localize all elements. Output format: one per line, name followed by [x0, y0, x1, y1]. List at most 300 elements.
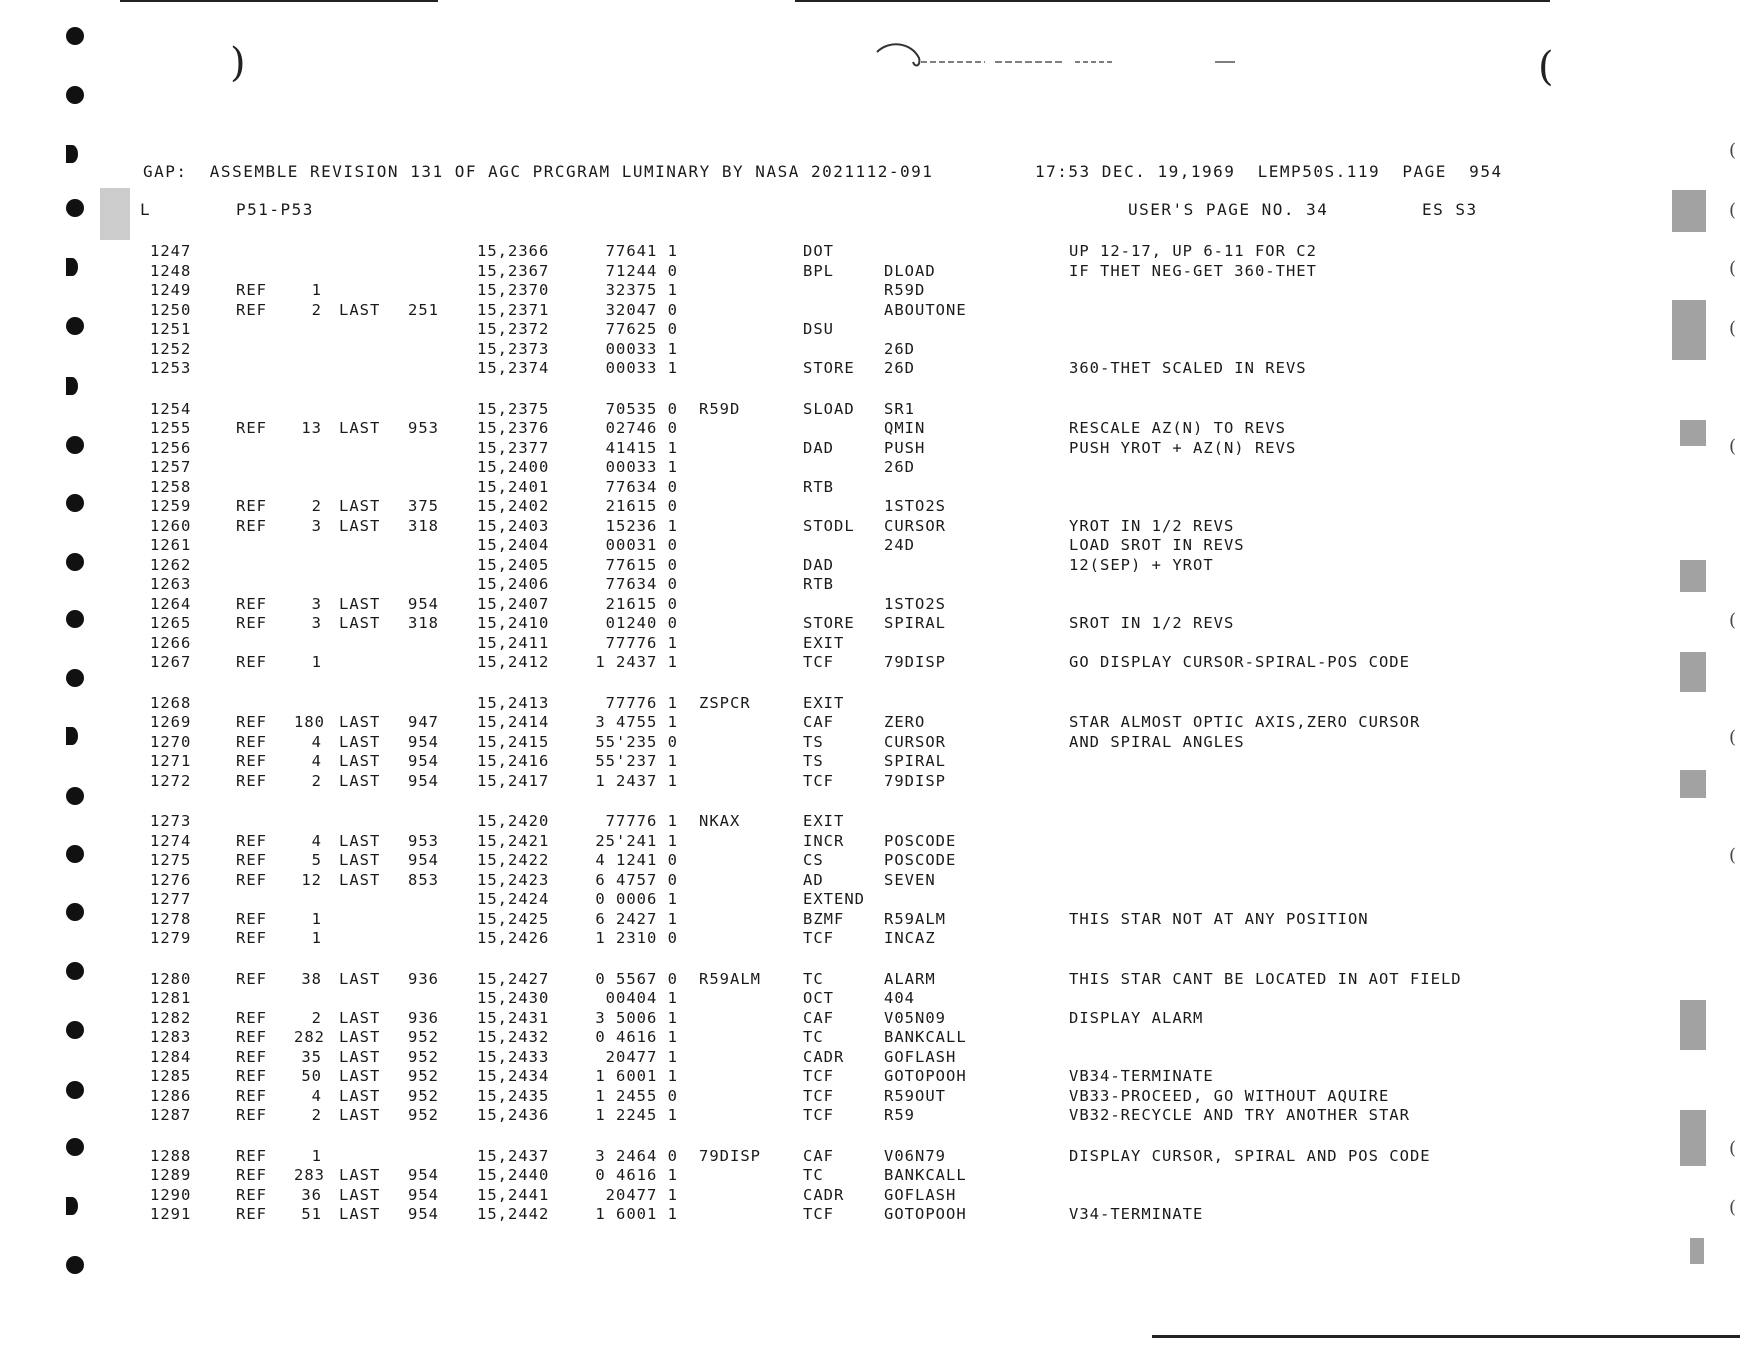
listing-row — [0, 497, 1740, 517]
line-number: 1269 — [150, 713, 192, 731]
operand: ALARM — [884, 969, 936, 988]
listing-row — [0, 634, 1740, 654]
opcode: EXTEND — [803, 890, 865, 908]
last-label: LAST — [339, 1185, 381, 1204]
ref-count: 4 — [311, 732, 322, 751]
line-number: 1263 — [150, 575, 192, 593]
operand: 26D — [884, 339, 915, 358]
address: 15,2424 — [477, 890, 550, 908]
header-title: GAP: ASSEMBLE REVISION 131 OF AGC PRCGRAM LUMINARY BY NASA 2021112-091 — [143, 162, 934, 181]
comment: VB32-RECYCLE AND TRY ANOTHER STAR — [1069, 1106, 1410, 1124]
comment: PUSH YROT + AZ(N) REVS — [1069, 438, 1297, 457]
ref-count: 2 — [311, 300, 322, 319]
octal-word: 21615 0 — [605, 594, 678, 613]
opcode: TCF — [803, 1086, 834, 1105]
last-page: 954 — [408, 1166, 439, 1184]
ref-label: REF — [236, 594, 267, 613]
octal-word: 6 4757 0 — [595, 870, 678, 889]
address: 15,2425 — [477, 909, 550, 928]
line-number: 1291 — [150, 1205, 192, 1223]
listing-row — [0, 733, 1740, 753]
last-page: 954 — [408, 752, 439, 770]
listing-row — [0, 752, 1740, 772]
last-page: 375 — [408, 497, 439, 515]
line-number: 1272 — [150, 771, 192, 790]
last-page: 952 — [408, 1086, 439, 1105]
address: 15,2377 — [477, 438, 550, 457]
ref-label: REF — [236, 1106, 267, 1124]
operand: 79DISP — [884, 771, 946, 790]
listing-row — [0, 851, 1740, 871]
listing-row — [0, 517, 1740, 537]
octal-word: 41415 1 — [605, 438, 678, 457]
stray-paren-mark: ( — [1538, 44, 1554, 90]
address: 15,2420 — [477, 812, 550, 830]
ref-label: REF — [236, 1185, 267, 1204]
address: 15,2374 — [477, 359, 550, 377]
address: 15,2416 — [477, 752, 550, 770]
section-title: P51-P53 — [236, 200, 314, 219]
comment: YROT IN 1/2 REVS — [1069, 516, 1235, 535]
operand: POSCODE — [884, 831, 957, 850]
operand: SPIRAL — [884, 752, 946, 770]
opcode: CAF — [803, 1008, 834, 1027]
octal-word: 6 2427 1 — [595, 909, 678, 928]
ref-label: REF — [236, 1028, 267, 1046]
listing-row — [0, 1166, 1740, 1186]
line-number: 1278 — [150, 909, 192, 928]
address: 15,2442 — [477, 1205, 550, 1223]
ref-label: REF — [236, 497, 267, 515]
last-page: 954 — [408, 1185, 439, 1204]
operand: SR1 — [884, 399, 915, 418]
listing-row — [0, 694, 1740, 714]
line-number: 1289 — [150, 1166, 192, 1184]
ref-count: 283 — [294, 1166, 325, 1184]
last-label: LAST — [339, 614, 381, 632]
line-number: 1249 — [150, 281, 192, 299]
line-number: 1273 — [150, 812, 192, 830]
opcode: INCR — [803, 831, 845, 850]
line-number: 1259 — [150, 497, 192, 515]
comment: UP 12-17, UP 6-11 FOR C2 — [1069, 242, 1317, 260]
top-rule-right — [795, 0, 1550, 2]
last-page: 318 — [408, 516, 439, 535]
last-page: 953 — [408, 419, 439, 437]
address: 15,2437 — [477, 1146, 550, 1165]
octal-word: 00033 1 — [605, 339, 678, 358]
line-number: 1287 — [150, 1106, 192, 1124]
octal-word: 00404 1 — [605, 989, 678, 1007]
last-label: LAST — [339, 1086, 381, 1105]
binder-hole-icon — [66, 86, 84, 104]
address: 15,2413 — [477, 693, 550, 712]
operand: QMIN — [884, 419, 926, 437]
listing-row — [0, 1028, 1740, 1048]
line-number: 1284 — [150, 1047, 192, 1066]
right-edge-mark: ( — [1728, 727, 1736, 748]
octal-word: 70535 0 — [605, 399, 678, 418]
ref-count: 4 — [311, 1086, 322, 1105]
ref-count: 35 — [301, 1047, 322, 1066]
ref-label: REF — [236, 1205, 267, 1223]
listing-row — [0, 614, 1740, 634]
ref-count: 3 — [311, 516, 322, 535]
ref-label: REF — [236, 851, 267, 869]
operand: 1STO2S — [884, 497, 946, 515]
octal-word: 32375 1 — [605, 281, 678, 299]
address: 15,2417 — [477, 771, 550, 790]
ref-count: 282 — [294, 1028, 325, 1046]
octal-word: 1 6001 1 — [595, 1067, 678, 1085]
listing-row — [0, 890, 1740, 910]
listing-row — [0, 359, 1740, 379]
line-number: 1261 — [150, 536, 192, 554]
opcode: STORE — [803, 359, 855, 377]
line-number: 1248 — [150, 261, 192, 280]
line-number: 1260 — [150, 516, 192, 535]
comment: IF THET NEG-GET 360-THET — [1069, 261, 1317, 280]
listing-row — [0, 595, 1740, 615]
listing-row — [0, 713, 1740, 733]
octal-word: 0 0006 1 — [595, 890, 678, 908]
opcode: BPL — [803, 261, 834, 280]
operand: GOTOPOOH — [884, 1205, 967, 1223]
line-number: 1250 — [150, 300, 192, 319]
opcode: DAD — [803, 555, 834, 574]
opcode: RTB — [803, 477, 834, 496]
octal-word: 1 2455 0 — [595, 1086, 678, 1105]
octal-word: 00031 0 — [605, 536, 678, 554]
operand: INCAZ — [884, 929, 936, 947]
octal-word: 15236 1 — [605, 516, 678, 535]
address: 15,2411 — [477, 633, 550, 652]
line-number: 1257 — [150, 458, 192, 476]
octal-word: 1 2437 1 — [595, 771, 678, 790]
line-number: 1251 — [150, 320, 192, 338]
listing-row — [0, 1009, 1740, 1029]
address: 15,2436 — [477, 1106, 550, 1124]
ref-label: REF — [236, 969, 267, 988]
octal-word: 71244 0 — [605, 261, 678, 280]
address: 15,2376 — [477, 419, 550, 437]
address: 15,2406 — [477, 575, 550, 593]
line-number: 1276 — [150, 870, 192, 889]
operand: GOTOPOOH — [884, 1067, 967, 1085]
octal-word: 20477 1 — [605, 1185, 678, 1204]
right-edge-mark: ( — [1728, 318, 1736, 339]
octal-word: 55'237 1 — [595, 752, 678, 770]
last-page: 954 — [408, 771, 439, 790]
ref-count: 1 — [311, 281, 322, 299]
symbol-label: NKAX — [699, 812, 741, 830]
ref-count: 2 — [311, 497, 322, 515]
right-edge-mark: ( — [1728, 1197, 1736, 1218]
listing-row — [0, 262, 1740, 282]
listing-row — [0, 871, 1740, 891]
octal-word: 77634 0 — [605, 575, 678, 593]
ref-label: REF — [236, 1086, 267, 1105]
last-page: 952 — [408, 1067, 439, 1085]
comment: 12(SEP) + YROT — [1069, 555, 1214, 574]
ref-count: 38 — [301, 969, 322, 988]
operand: 79DISP — [884, 653, 946, 671]
last-page: 936 — [408, 969, 439, 988]
operand: BANKCALL — [884, 1028, 967, 1046]
listing-row — [0, 812, 1740, 832]
operand: SEVEN — [884, 870, 936, 889]
ref-count: 36 — [301, 1185, 322, 1204]
operand: 1STO2S — [884, 594, 946, 613]
ref-label: REF — [236, 300, 267, 319]
ref-count: 4 — [311, 752, 322, 770]
address: 15,2402 — [477, 497, 550, 515]
comment: LOAD SROT IN REVS — [1069, 536, 1245, 554]
opcode: TC — [803, 1028, 824, 1046]
ref-count: 180 — [294, 713, 325, 731]
octal-word: 3 4755 1 — [595, 713, 678, 731]
binder-hole-icon — [66, 27, 84, 45]
line-number: 1264 — [150, 594, 192, 613]
address: 15,2401 — [477, 477, 550, 496]
right-edge-mark: ( — [1728, 1138, 1736, 1159]
address: 15,2403 — [477, 516, 550, 535]
last-page: 953 — [408, 831, 439, 850]
last-label: LAST — [339, 1067, 381, 1085]
listing-row — [0, 989, 1740, 1009]
line-number: 1256 — [150, 438, 192, 457]
line-number: 1262 — [150, 555, 192, 574]
address: 15,2414 — [477, 713, 550, 731]
listing-row — [0, 832, 1740, 852]
listing-row — [0, 1087, 1740, 1107]
last-label: LAST — [339, 516, 381, 535]
binder-hole-icon — [66, 199, 84, 217]
opcode: EXIT — [803, 812, 845, 830]
last-label: LAST — [339, 1106, 381, 1124]
listing-row — [0, 1067, 1740, 1087]
comment: STAR ALMOST OPTIC AXIS,ZERO CURSOR — [1069, 713, 1421, 731]
comment: VB34-TERMINATE — [1069, 1067, 1214, 1085]
opcode: BZMF — [803, 909, 845, 928]
symbol-label: R59ALM — [699, 969, 761, 988]
line-number: 1277 — [150, 890, 192, 908]
ref-label: REF — [236, 870, 267, 889]
ref-count: 3 — [311, 614, 322, 632]
listing-row — [0, 1106, 1740, 1126]
opcode: AD — [803, 870, 824, 889]
last-label: LAST — [339, 713, 381, 731]
octal-word: 55'235 0 — [595, 732, 678, 751]
right-edge-mark: ( — [1728, 258, 1736, 279]
opcode: EXIT — [803, 633, 845, 652]
symbol-label: ZSPCR — [699, 693, 751, 712]
bottom-rule — [1152, 1335, 1740, 1338]
last-page: 954 — [408, 1205, 439, 1223]
line-number: 1279 — [150, 929, 192, 947]
stray-paren-mark: ) — [230, 40, 246, 86]
listing-row — [0, 772, 1740, 792]
ref-label: REF — [236, 614, 267, 632]
comment: THIS STAR NOT AT ANY POSITION — [1069, 909, 1369, 928]
octal-word: 3 2464 0 — [595, 1146, 678, 1165]
comment: V34-TERMINATE — [1069, 1205, 1204, 1223]
address: 15,2427 — [477, 969, 550, 988]
operand: ABOUTONE — [884, 300, 967, 319]
line-number: 1247 — [150, 242, 192, 260]
opcode: DSU — [803, 320, 834, 338]
octal-word: 77625 0 — [605, 320, 678, 338]
line-number: 1268 — [150, 693, 192, 712]
page-header — [143, 162, 1503, 181]
address: 15,2432 — [477, 1028, 550, 1046]
listing-row — [0, 653, 1740, 673]
octal-word: 1 6001 1 — [595, 1205, 678, 1223]
octal-word: 0 5567 0 — [595, 969, 678, 988]
right-edge-mark: ( — [1728, 610, 1736, 631]
opcode: SLOAD — [803, 399, 855, 418]
address: 15,2407 — [477, 594, 550, 613]
operand: R59D — [884, 281, 926, 299]
last-page: 947 — [408, 713, 439, 731]
address: 15,2404 — [477, 536, 550, 554]
ref-count: 13 — [301, 419, 322, 437]
address: 15,2415 — [477, 732, 550, 751]
comment: RESCALE AZ(N) TO REVS — [1069, 419, 1286, 437]
ref-count: 2 — [311, 771, 322, 790]
opcode: TCF — [803, 771, 834, 790]
address: 15,2412 — [477, 653, 550, 671]
opcode: OCT — [803, 989, 834, 1007]
octal-word: 0 4616 1 — [595, 1028, 678, 1046]
last-label: LAST — [339, 419, 381, 437]
ref-count: 5 — [311, 851, 322, 869]
binder-hole-icon — [66, 145, 78, 163]
comment: DISPLAY CURSOR, SPIRAL AND POS CODE — [1069, 1146, 1431, 1165]
listing-row — [0, 400, 1740, 420]
operand: ZERO — [884, 713, 926, 731]
operand: R59 — [884, 1106, 915, 1124]
comment: VB33-PROCEED, GO WITHOUT AQUIRE — [1069, 1086, 1390, 1105]
ref-label: REF — [236, 909, 267, 928]
ref-count: 1 — [311, 653, 322, 671]
last-label: LAST — [339, 1008, 381, 1027]
last-page: 251 — [408, 300, 439, 319]
scan-noise — [1690, 1238, 1704, 1264]
octal-word: 77776 1 — [605, 633, 678, 652]
last-page: 954 — [408, 851, 439, 869]
opcode: TC — [803, 1166, 824, 1184]
last-label: LAST — [339, 1047, 381, 1066]
last-page: 952 — [408, 1047, 439, 1066]
address: 15,2431 — [477, 1008, 550, 1027]
line-number: 1267 — [150, 653, 192, 671]
address: 15,2375 — [477, 399, 550, 418]
line-number: 1270 — [150, 732, 192, 751]
operand: CURSOR — [884, 732, 946, 751]
line-number: 1255 — [150, 419, 192, 437]
ref-label: REF — [236, 1146, 267, 1165]
opcode: TC — [803, 969, 824, 988]
operand: SPIRAL — [884, 614, 946, 632]
last-label: LAST — [339, 594, 381, 613]
subheader-mark: L — [140, 200, 152, 219]
line-number: 1283 — [150, 1028, 192, 1046]
ref-label: REF — [236, 732, 267, 751]
scan-noise — [1672, 190, 1706, 232]
line-number: 1258 — [150, 477, 192, 496]
address: 15,2371 — [477, 300, 550, 319]
operand: POSCODE — [884, 851, 957, 869]
opcode: TCF — [803, 929, 834, 947]
line-number: 1252 — [150, 339, 192, 358]
header-date-page: 17:53 DEC. 19,1969 LEMP50S.119 PAGE 954 — [1035, 162, 1503, 181]
opcode: CADR — [803, 1185, 845, 1204]
operand: R59OUT — [884, 1086, 946, 1105]
octal-word: 20477 1 — [605, 1047, 678, 1066]
listing-row — [0, 575, 1740, 595]
address: 15,2410 — [477, 614, 550, 632]
listing-row — [0, 242, 1740, 262]
comment: GO DISPLAY CURSOR-SPIRAL-POS CODE — [1069, 653, 1410, 671]
comment: DISPLAY ALARM — [1069, 1008, 1204, 1027]
operand: GOFLASH — [884, 1047, 957, 1066]
address: 15,2370 — [477, 281, 550, 299]
ref-label: REF — [236, 1067, 267, 1085]
comment: THIS STAR CANT BE LOCATED IN AOT FIELD — [1069, 969, 1462, 988]
octal-word: 77776 1 — [605, 812, 678, 830]
last-label: LAST — [339, 851, 381, 869]
line-number: 1253 — [150, 359, 192, 377]
last-label: LAST — [339, 831, 381, 850]
ref-label: REF — [236, 752, 267, 770]
address: 15,2434 — [477, 1067, 550, 1085]
octal-word: 3 5006 1 — [595, 1008, 678, 1027]
ref-label: REF — [236, 653, 267, 671]
ref-count: 3 — [311, 594, 322, 613]
opcode: TS — [803, 732, 824, 751]
address: 15,2441 — [477, 1185, 550, 1204]
operand: PUSH — [884, 438, 926, 457]
octal-word: 32047 0 — [605, 300, 678, 319]
opcode: TS — [803, 752, 824, 770]
last-label: LAST — [339, 732, 381, 751]
comment: 360-THET SCALED IN REVS — [1069, 359, 1307, 377]
address: 15,2367 — [477, 261, 550, 280]
address: 15,2440 — [477, 1166, 550, 1184]
listing-row — [0, 556, 1740, 576]
right-edge-mark: ( — [1728, 845, 1736, 866]
right-edge-mark: ( — [1728, 200, 1736, 221]
ref-count: 12 — [301, 870, 322, 889]
comment: SROT IN 1/2 REVS — [1069, 614, 1235, 632]
line-number: 1271 — [150, 752, 192, 770]
last-page: 318 — [408, 614, 439, 632]
address: 15,2423 — [477, 870, 550, 889]
operand: R59ALM — [884, 909, 946, 928]
opcode: CADR — [803, 1047, 845, 1066]
listing-row — [0, 458, 1740, 478]
listing-row — [0, 320, 1740, 340]
octal-word: 25'241 1 — [595, 831, 678, 850]
top-rule-left — [120, 0, 438, 2]
operand: DLOAD — [884, 261, 936, 280]
operand: 404 — [884, 989, 915, 1007]
listing-row — [0, 910, 1740, 930]
address: 15,2422 — [477, 851, 550, 869]
symbol-label: 79DISP — [699, 1146, 761, 1165]
address: 15,2400 — [477, 458, 550, 476]
